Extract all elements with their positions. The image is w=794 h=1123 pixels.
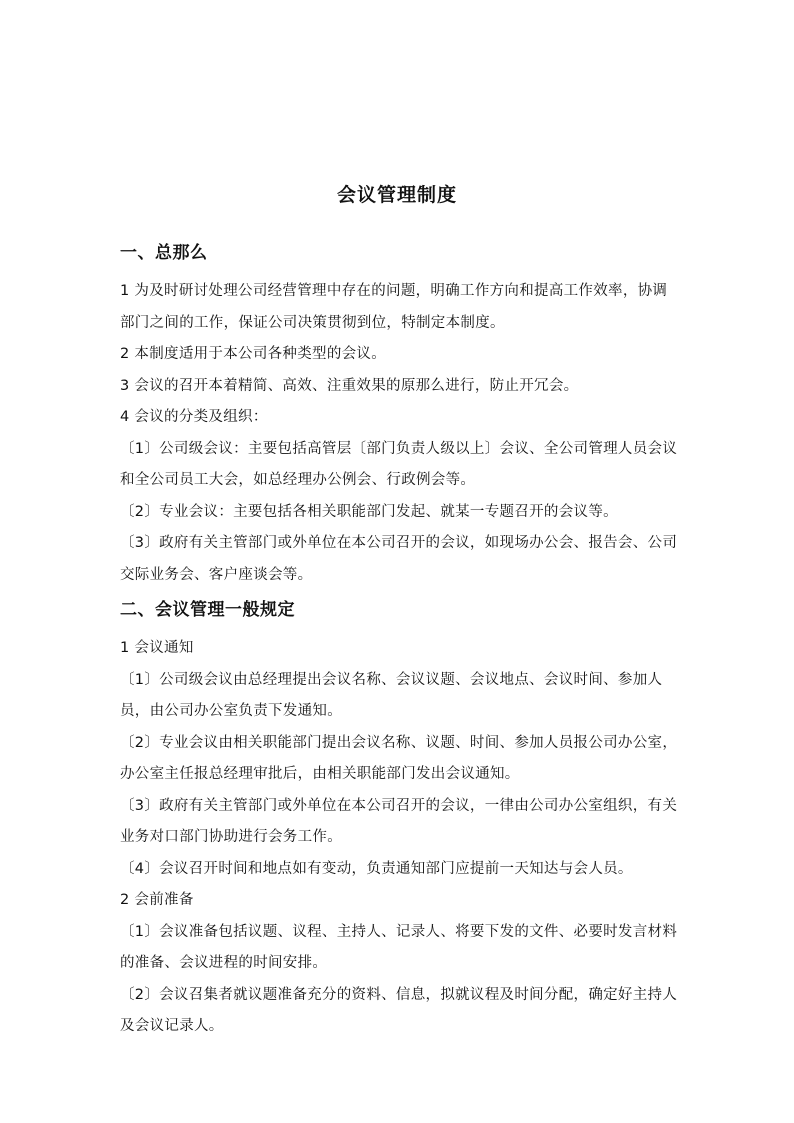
paragraph: 〔2〕专业会议由相关职能部门提出会议名称、议题、时间、参加人员报公司办公室，办公室主任报总经理审批后，由相关职能部门发出会议通知。 bbox=[120, 734, 678, 782]
document-body bbox=[120, 240, 680, 1043]
document-title: 会议管理制度 bbox=[336, 184, 457, 206]
paragraph: 〔2〕专业会议：主要包括各相关职能部门发起、就某一专题召开的会议等。 bbox=[120, 503, 618, 520]
paragraph: 1 会议通知 bbox=[120, 640, 194, 656]
paragraph: 〔1〕公司级会议由总经理提出会议名称、会议议题、会议地点、会议时间、参加人员，由公司办公室负责下发通知。 bbox=[120, 671, 663, 719]
paragraph: 2 会前准备 bbox=[120, 892, 194, 908]
section-heading-general: 一、总那么 bbox=[120, 243, 208, 263]
paragraph: 4 会议的分类及组织： bbox=[120, 409, 268, 425]
paragraph: 2 本制度适用于本公司各种类型的会议。 bbox=[120, 346, 387, 362]
paragraph: 〔3〕政府有关主管部门或外单位在本公司召开的会议，如现场办公会、报告会、公司交际业务会、客户座谈会等。 bbox=[120, 535, 678, 583]
paragraph: 〔3〕政府有关主管部门或外单位在本公司召开的会议，一律由公司办公室组织，有关业务对口部门协助进行会务工作。 bbox=[120, 797, 678, 845]
paragraph: 〔2〕会议召集者就议题准备充分的资料、信息，拟就议程及时间分配，确定好主持人及会议记录人。 bbox=[120, 986, 678, 1034]
paragraph: 〔1〕公司级会议：主要包括高管层〔部门负责人级以上〕会议、全公司管理人员会议和全公司员工大会，如总经理办公例会、行政例会等。 bbox=[120, 440, 678, 488]
paragraph: 〔1〕会议准备包括议题、议程、主持人、记录人、将要下发的文件、必要时发言材料的准备、会议进程的时间安排。 bbox=[120, 923, 678, 971]
paragraph: 〔4〕会议召开时间和地点如有变动，负责通知部门应提前一天知达与会人员。 bbox=[120, 860, 633, 877]
paragraph: 1 为及时研讨处理公司经营管理中存在的问题，明确工作方向和提高工作效率，协调部门之间的工作，保证公司决策贯彻到位，特制定本制度。 bbox=[120, 283, 668, 331]
paragraph: 3 会议的召开本着精简、高效、注重效果的原那么进行，防止开冗会。 bbox=[120, 377, 579, 394]
section-heading-general-rules: 二、会议管理一般规定 bbox=[120, 600, 295, 620]
